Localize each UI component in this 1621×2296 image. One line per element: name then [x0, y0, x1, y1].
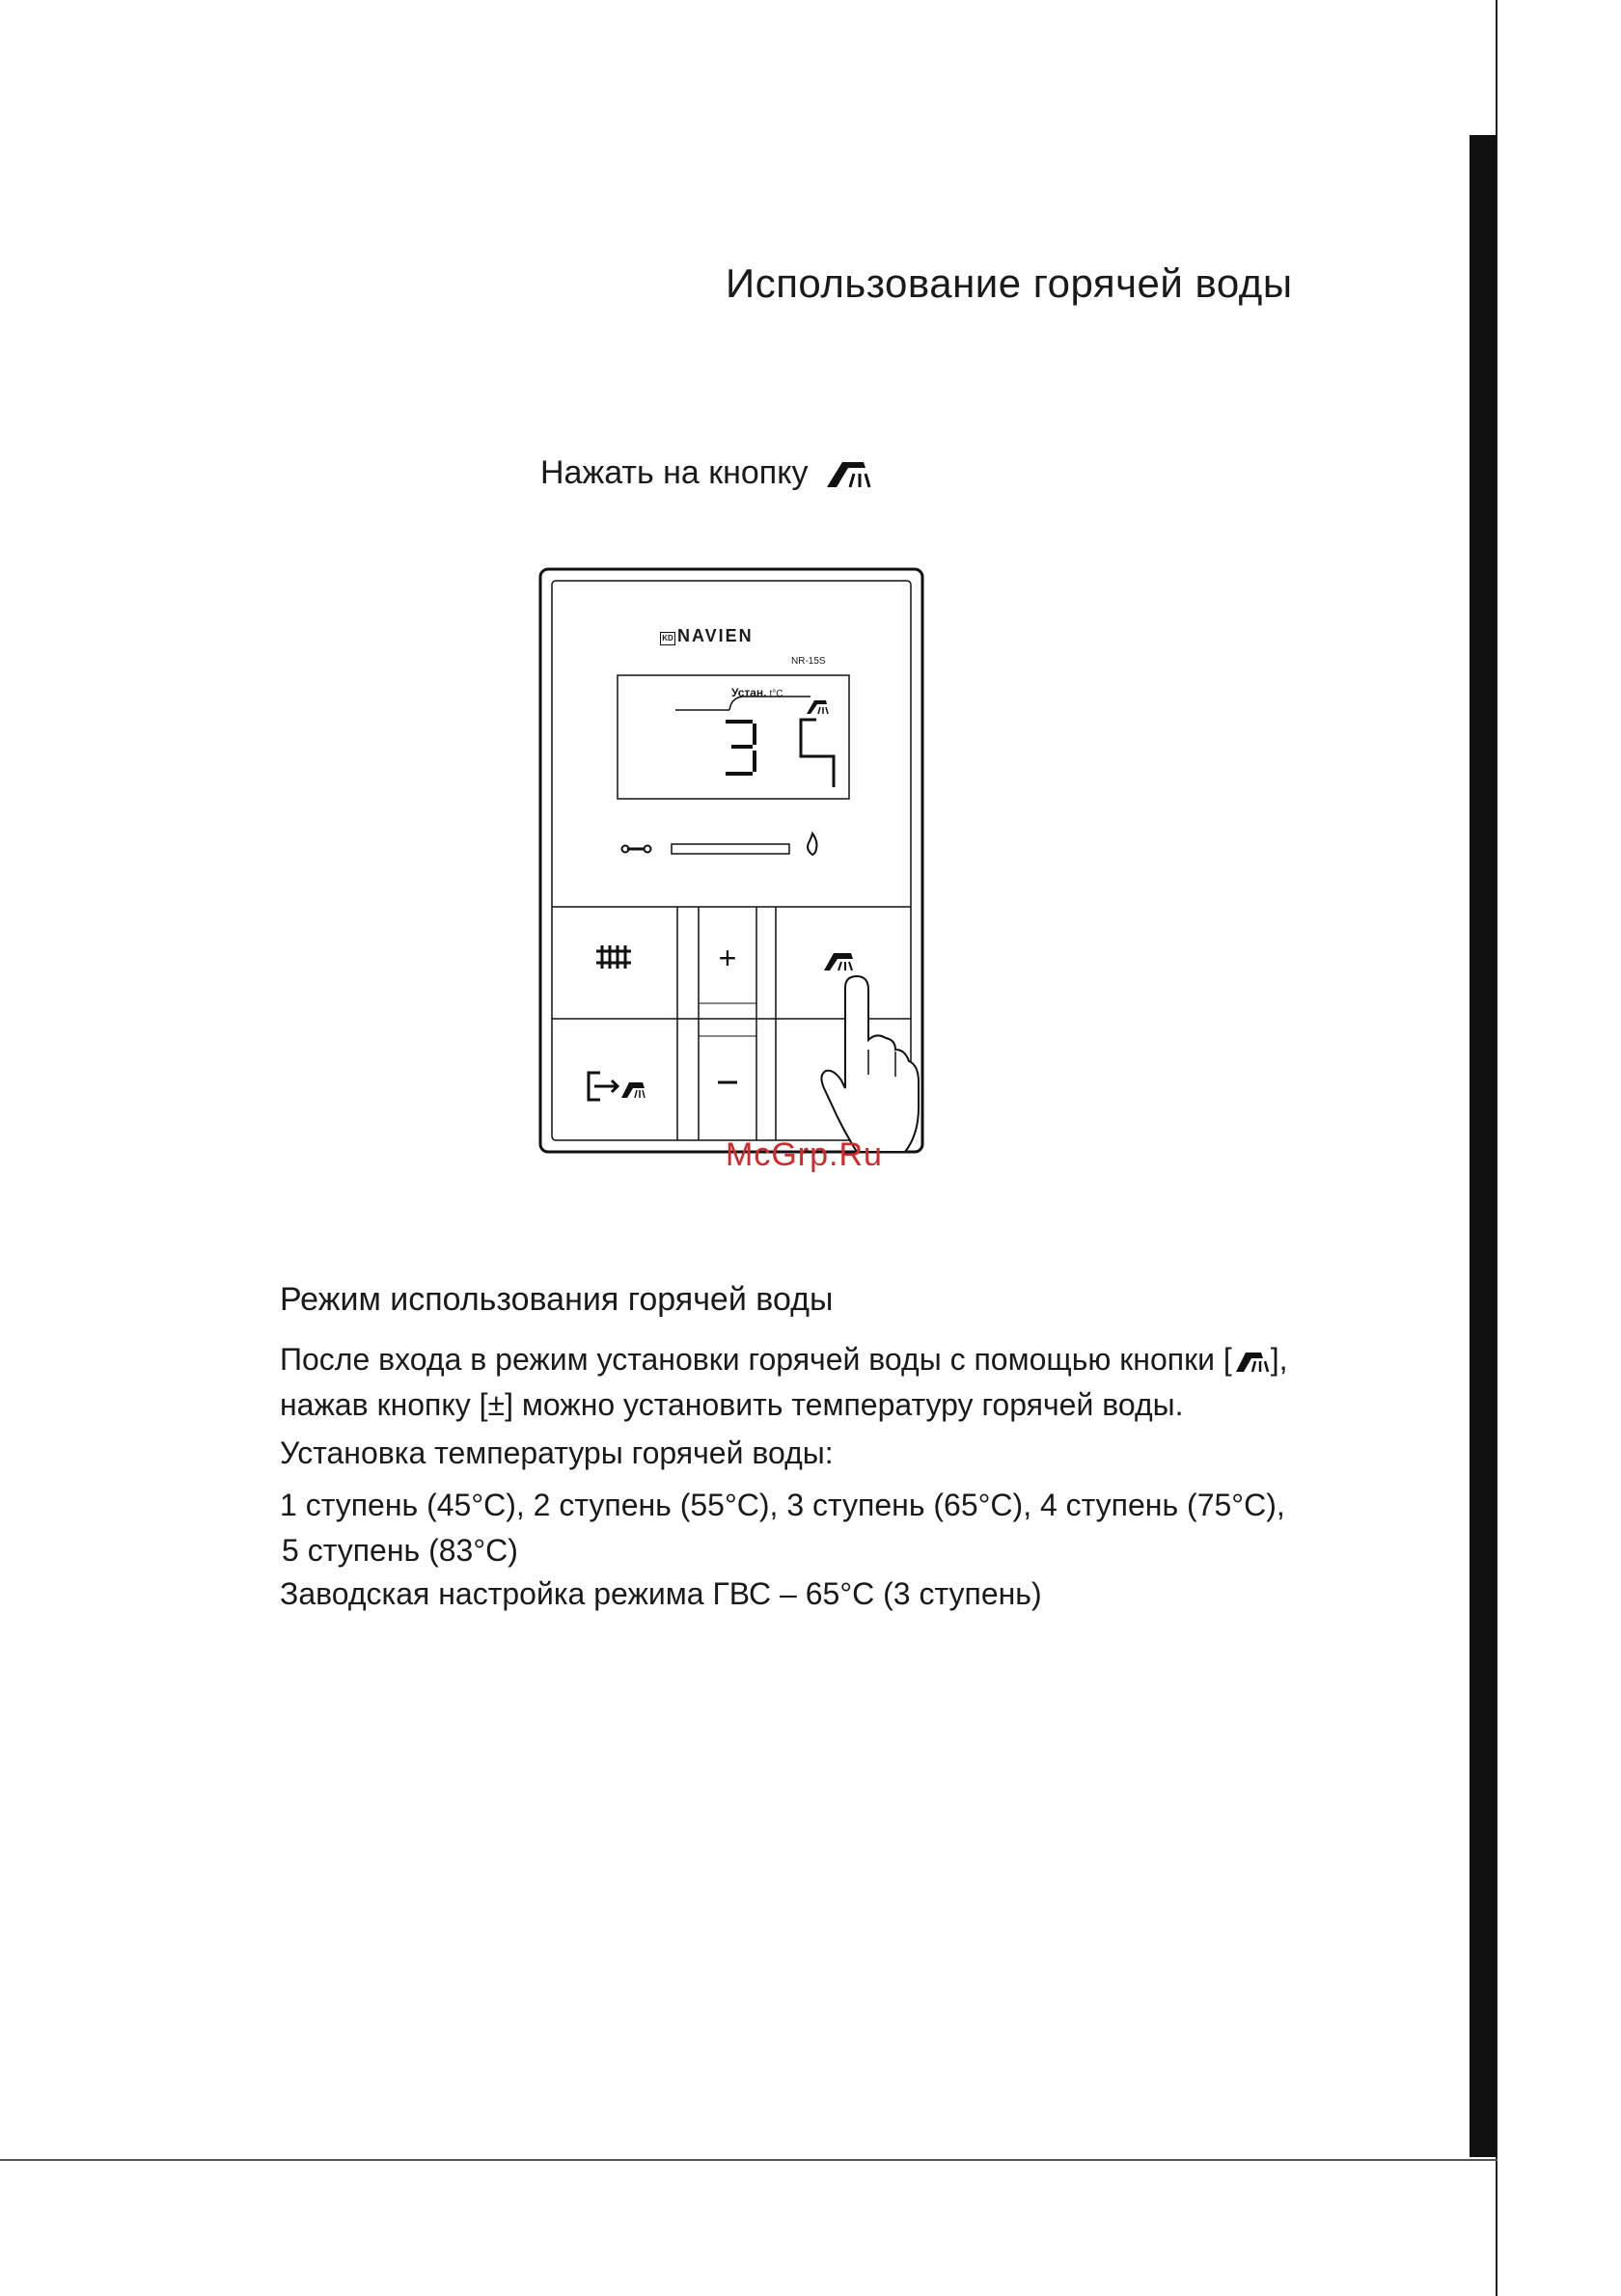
instruction-text [540, 454, 879, 498]
plus-label: + [718, 941, 737, 975]
hot-water-tap-icon [1232, 1347, 1271, 1379]
room-controller-illustration [538, 567, 924, 1154]
page-title: Использование горячей воды [726, 260, 1293, 306]
paragraph-line: 1 ступень (45°C), 2 ступень (55°C), 3 ступень (65°C), 4 ступень (75°C), [280, 1488, 1285, 1522]
paragraph-line: Заводская настройка режима ГВС – 65°C (3 ступень) [280, 1576, 1042, 1611]
paragraph-line: После входа в режим установки горячей воды с помощью кнопки [ ], [280, 1342, 1288, 1377]
paragraph-line: Установка температуры горячей воды: [280, 1435, 834, 1470]
bottom-rule [0, 2159, 1497, 2161]
brand-logo: KD NAVIEN [660, 626, 754, 646]
model-label: NR-15S [791, 656, 826, 667]
instruction-label: Нажать на кнопку [540, 454, 809, 491]
paragraph-line: нажав кнопку [±] можно установить температуру горячей воды. [280, 1387, 1184, 1422]
section-title: Режим использования горячей воды [280, 1281, 834, 1318]
side-tab-bar [1470, 135, 1497, 2157]
paragraph-line: 5 ступень (83°C) [282, 1533, 518, 1568]
watermark: McGrp.Ru [726, 1136, 883, 1173]
lcd-setting-label: Устан. t°C [731, 686, 783, 699]
hot-water-tap-icon [821, 458, 879, 498]
